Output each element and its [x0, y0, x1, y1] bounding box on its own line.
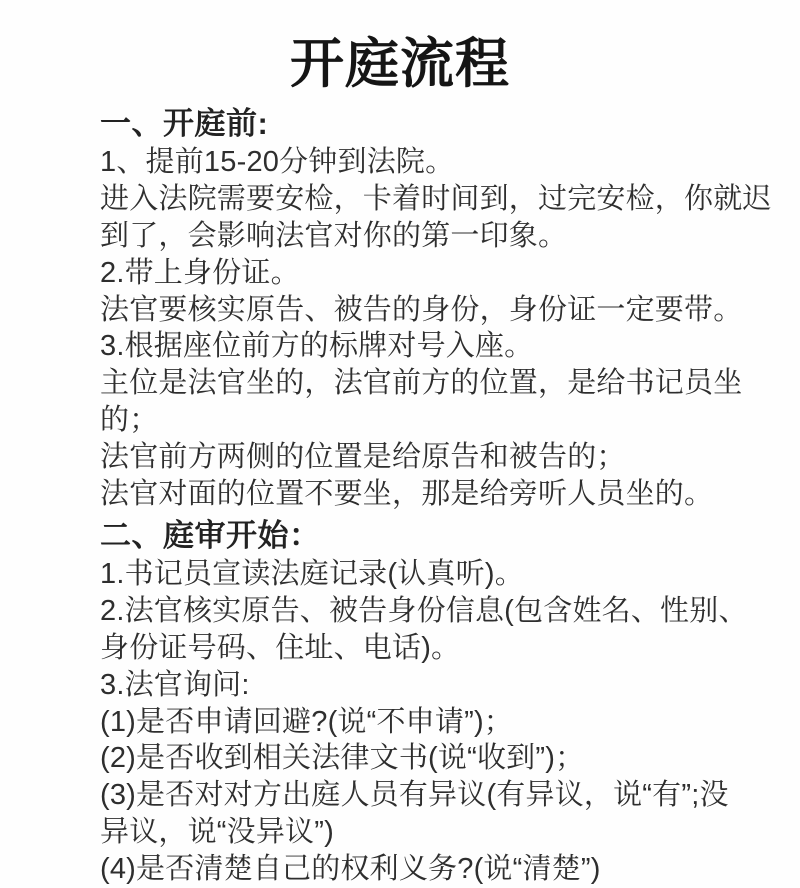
text-line: 3.根据座位前方的标牌对号入座。 [100, 330, 534, 363]
text-line: 法官前方两侧的位置是给原告和被告的； [100, 440, 626, 473]
text-line: (4)是否清楚自己的权利义务?(说“清楚”) [100, 852, 601, 885]
text-line: (2)是否收到相关法律文书(说“收到”)； [100, 742, 585, 775]
text-line: 2.法官核实原告、被告身份信息(包含姓名、性别、 [100, 595, 748, 628]
text-line: 异议，说“没异议”) [100, 816, 334, 849]
page-title: 开庭流程 [290, 34, 510, 94]
text-line: (3)是否对对方出庭人员有异议(有异议，说“有”;没 [100, 779, 729, 812]
text-line: 的； [100, 404, 159, 437]
text-line: 到了，会影响法官对你的第一印象。 [100, 220, 568, 253]
section-heading-hearing-begins: 二、庭审开始： [100, 518, 321, 554]
text-line: 进入法院需要安检，卡着时间到，过完安检，你就迟 [100, 183, 772, 216]
section-heading-before-hearing: 一、开庭前: [100, 106, 269, 142]
text-line: (1)是否申请回避?(说“不申请”)； [100, 705, 514, 738]
text-line: 身份证号码、住址、电话)。 [100, 632, 461, 665]
text-line: 法官要核实原告、被告的身份，身份证一定要带。 [100, 293, 743, 326]
text-line: 法官对面的位置不要坐，那是给旁听人员坐的。 [100, 477, 714, 510]
text-line: 1.书记员宣读法庭记录(认真听)。 [100, 558, 524, 591]
text-line: 1、提前15-20分钟到法院。 [100, 146, 455, 179]
text-line: 3.法官询问: [100, 668, 250, 701]
text-line: 主位是法官坐的，法官前方的位置，是给书记员坐 [100, 367, 743, 400]
text-line: 2.带上身份证。 [100, 256, 300, 289]
